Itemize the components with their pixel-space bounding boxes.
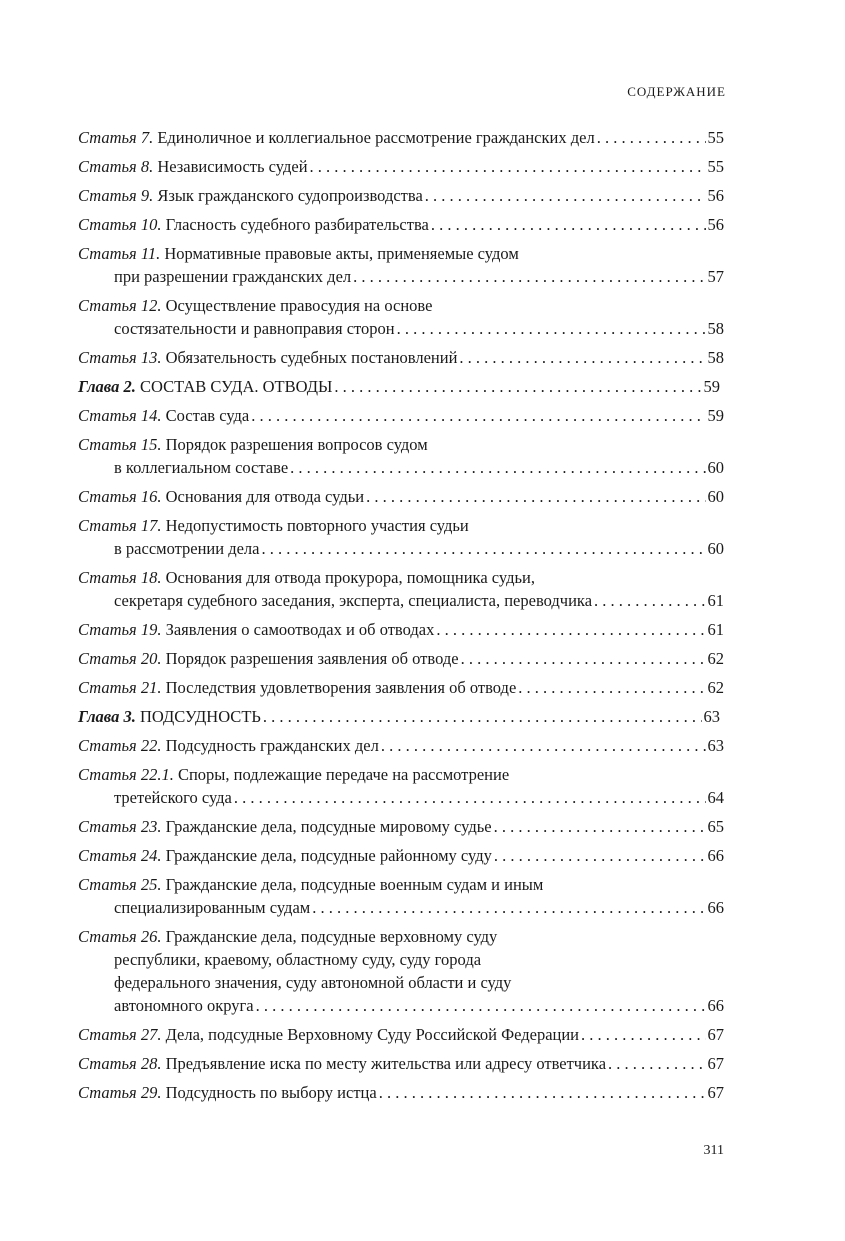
toc-entry-line [78, 763, 724, 786]
toc-entry-label: Статья 26. [78, 927, 162, 946]
toc-entry-title: Последствия удовлетворения заявления об отводе [165, 678, 517, 697]
toc-entry-title: Единоличное и коллегиальное рассмотрение гражданских дел [157, 128, 595, 147]
toc-entry-line [78, 566, 724, 589]
toc-entry-title: ПОДСУДНОСТЬ [139, 707, 261, 726]
toc-entry-title: при разрешении гражданских дел [114, 267, 352, 286]
toc-entry-title: Гражданские дела, подсудные мировому судье [165, 817, 492, 836]
toc-entry-title: Заявления о самоотводах и об отводах [165, 620, 435, 639]
toc-entry-line [78, 844, 724, 867]
toc-entry-label: Статья 10. [78, 215, 162, 234]
toc-entry-title: специализированным судам [114, 898, 311, 917]
toc-entry-line [78, 1081, 724, 1104]
toc-entry-title: Гражданские дела, подсудные районному суду [165, 846, 492, 865]
toc-entry-line [78, 873, 724, 896]
dot-leader [397, 317, 706, 340]
toc-entry-page: 55 [707, 128, 724, 147]
toc-entry-title: Подсудность по выбору истца [165, 1083, 377, 1102]
toc-entry-line [78, 676, 724, 699]
toc-entry-title: Дела, подсудные Верховному Суду Российской Федерации [165, 1025, 580, 1044]
toc-article-entry [78, 1023, 724, 1046]
toc-entry-label: Статья 24. [78, 846, 162, 865]
toc-entry-label: Статья 8. [78, 157, 154, 176]
toc-entry-label: Статья 22. [78, 736, 162, 755]
dot-leader [234, 786, 706, 809]
toc-entry-line [78, 126, 724, 149]
toc-article-entry [78, 618, 724, 641]
dot-leader [594, 589, 705, 612]
toc-entry-page: 61 [707, 620, 724, 639]
toc-entry-line [78, 1052, 724, 1075]
toc-entry-line [78, 971, 724, 994]
toc-entry-page: 57 [707, 267, 724, 286]
toc-entry-label: Статья 18. [78, 568, 162, 587]
dot-leader [381, 734, 706, 757]
dot-leader [597, 126, 706, 149]
toc-entry-line [78, 213, 724, 236]
page-number: 311 [703, 1143, 724, 1158]
toc-entry-line [78, 647, 724, 670]
dot-leader [366, 485, 705, 508]
toc-entry-page: 56 [707, 186, 724, 205]
toc-entry-label: Статья 17. [78, 516, 162, 535]
toc-entry-label: Статья 9. [78, 186, 154, 205]
toc-entry-line [78, 815, 724, 838]
toc-entry-label: Статья 28. [78, 1054, 162, 1073]
toc-entry-label: Статья 29. [78, 1083, 162, 1102]
dot-leader [431, 213, 706, 236]
toc-entry-line [78, 404, 724, 427]
toc-entry-title: Независимость судей [157, 157, 308, 176]
toc-entry-label: Статья 11. [78, 244, 161, 263]
toc-article-entry [78, 184, 724, 207]
toc-article-entry [78, 514, 724, 560]
toc-entry-line [78, 317, 724, 340]
toc-entry-title: Состав суда [165, 406, 250, 425]
toc-entry-page: 63 [703, 707, 720, 726]
toc-entry-page: 64 [707, 788, 724, 807]
toc-entry-title: Обязательность судебных постановлений [165, 348, 458, 367]
toc-entry-label: Глава 3. [78, 707, 136, 726]
dot-leader [436, 618, 705, 641]
toc-entry-label: Статья 21. [78, 678, 162, 697]
toc-article-entry [78, 734, 724, 757]
dot-leader [312, 896, 705, 919]
toc-entry-title: секретаря судебного заседания, эксперта, специалиста, переводчика [114, 591, 593, 610]
toc-entry-page: 62 [707, 649, 724, 668]
toc-entry-page: 61 [707, 591, 724, 610]
toc-entry-page: 66 [707, 846, 724, 865]
toc-entry-page: 60 [707, 458, 724, 477]
toc-entry-title: третейского суда [114, 788, 232, 807]
toc-entry-line [78, 618, 724, 641]
toc-entry-title: Предъявление иска по месту жительства или адресу ответчика [165, 1054, 607, 1073]
toc-entry-line [78, 734, 724, 757]
toc-entry-title: Осуществление правосудия на основе [165, 296, 433, 315]
dot-leader [425, 184, 706, 207]
dot-leader [334, 375, 701, 398]
toc-entry-title: Порядок разрешения заявления об отводе [165, 649, 459, 668]
toc-entry-line [78, 786, 724, 809]
toc-entry-title: Недопустимость повторного участия судьи [165, 516, 469, 535]
toc-article-entry [78, 433, 724, 479]
toc-entry-title: федерального значения, суду автономной области и суду [114, 973, 512, 992]
toc-entry-line [78, 375, 724, 398]
dot-leader [263, 705, 702, 728]
toc-article-entry [78, 155, 724, 178]
dot-leader [494, 844, 706, 867]
dot-leader [581, 1023, 705, 1046]
toc-entry-title: в коллегиальном составе [114, 458, 289, 477]
toc-entry-page: 59 [707, 406, 724, 425]
toc-article-entry [78, 1081, 724, 1104]
toc-entry-page: 67 [707, 1054, 724, 1073]
table-of-contents [78, 126, 724, 1110]
dot-leader [518, 676, 705, 699]
toc-entry-title: состязательности и равноправия сторон [114, 319, 395, 338]
toc-entry-line [78, 433, 724, 456]
toc-entry-title: Гражданские дела, подсудные верховному суду [165, 927, 498, 946]
toc-entry-line [78, 537, 724, 560]
toc-entry-page: 60 [707, 487, 724, 506]
dot-leader [290, 456, 705, 479]
toc-article-entry [78, 294, 724, 340]
dot-leader [262, 537, 706, 560]
toc-entry-label: Статья 12. [78, 296, 162, 315]
toc-entry-title: Порядок разрешения вопросов судом [165, 435, 428, 454]
toc-entry-line [78, 514, 724, 537]
toc-entry-label: Статья 13. [78, 348, 162, 367]
toc-entry-page: 59 [703, 377, 720, 396]
dot-leader [256, 994, 706, 1017]
toc-article-entry [78, 126, 724, 149]
dot-leader [494, 815, 706, 838]
toc-entry-line [78, 485, 724, 508]
toc-entry-line [78, 265, 724, 288]
dot-leader [608, 1052, 705, 1075]
toc-article-entry [78, 213, 724, 236]
toc-entry-label: Статья 19. [78, 620, 162, 639]
running-header: СОДЕРЖАНИЕ [627, 84, 726, 99]
toc-article-entry [78, 242, 724, 288]
toc-entry-title: Гласность судебного разбирательства [165, 215, 429, 234]
toc-entry-line [78, 294, 724, 317]
toc-entry-label: Статья 27. [78, 1025, 162, 1044]
toc-article-entry [78, 566, 724, 612]
toc-entry-page: 66 [707, 898, 724, 917]
toc-chapter-entry [78, 705, 724, 728]
toc-article-entry [78, 763, 724, 809]
toc-chapter-entry [78, 375, 724, 398]
dot-leader [459, 346, 705, 369]
toc-entry-title: Основания для отвода судьи [165, 487, 365, 506]
toc-entry-title: автономного округа [114, 996, 254, 1015]
toc-entry-line [78, 184, 724, 207]
toc-entry-title: СОСТАВ СУДА. ОТВОДЫ [139, 377, 333, 396]
toc-entry-line [78, 896, 724, 919]
toc-entry-label: Статья 16. [78, 487, 162, 506]
toc-entry-page: 67 [707, 1025, 724, 1044]
dot-leader [251, 404, 705, 427]
toc-entry-page: 56 [707, 215, 724, 234]
toc-entry-page: 55 [707, 157, 724, 176]
toc-entry-line [78, 705, 724, 728]
toc-entry-label: Статья 25. [78, 875, 162, 894]
dot-leader [461, 647, 706, 670]
toc-entry-line [78, 155, 724, 178]
toc-entry-label: Статья 15. [78, 435, 162, 454]
toc-article-entry [78, 815, 724, 838]
toc-entry-title: Гражданские дела, подсудные военным судам и иным [165, 875, 544, 894]
toc-entry-line [78, 1023, 724, 1046]
toc-entry-line [78, 346, 724, 369]
toc-entry-line [78, 948, 724, 971]
toc-article-entry [78, 925, 724, 1017]
toc-entry-page: 63 [707, 736, 724, 755]
toc-entry-line [78, 994, 724, 1017]
toc-article-entry [78, 844, 724, 867]
toc-entry-page: 58 [707, 319, 724, 338]
toc-entry-title: Язык гражданского судопроизводства [157, 186, 423, 205]
toc-entry-label: Статья 14. [78, 406, 162, 425]
toc-entry-label: Статья 23. [78, 817, 162, 836]
toc-entry-label: Статья 7. [78, 128, 154, 147]
toc-article-entry [78, 647, 724, 670]
toc-article-entry [78, 873, 724, 919]
toc-article-entry [78, 1052, 724, 1075]
toc-entry-title: Нормативные правовые акты, применяемые судом [164, 244, 519, 263]
toc-entry-page: 60 [707, 539, 724, 558]
toc-entry-label: Статья 20. [78, 649, 162, 668]
toc-article-entry [78, 346, 724, 369]
toc-entry-page: 67 [707, 1083, 724, 1102]
dot-leader [310, 155, 706, 178]
toc-entry-title: Подсудность гражданских дел [165, 736, 379, 755]
toc-entry-page: 58 [707, 348, 724, 367]
toc-entry-title: Споры, подлежащие передаче на рассмотрение [177, 765, 510, 784]
toc-article-entry [78, 676, 724, 699]
toc-entry-line [78, 242, 724, 265]
toc-entry-line [78, 925, 724, 948]
toc-entry-page: 66 [707, 996, 724, 1015]
toc-entry-title: в рассмотрении дела [114, 539, 260, 558]
toc-entry-title: республики, краевому, областному суду, суду города [114, 950, 482, 969]
toc-article-entry [78, 404, 724, 427]
dot-leader [379, 1081, 706, 1104]
toc-entry-line [78, 589, 724, 612]
toc-entry-page: 62 [707, 678, 724, 697]
toc-article-entry [78, 485, 724, 508]
dot-leader [353, 265, 705, 288]
toc-entry-page: 65 [707, 817, 724, 836]
toc-entry-label: Статья 22.1. [78, 765, 174, 784]
toc-entry-label: Глава 2. [78, 377, 136, 396]
toc-entry-line [78, 456, 724, 479]
toc-entry-title: Основания для отвода прокурора, помощника судьи, [165, 568, 535, 587]
